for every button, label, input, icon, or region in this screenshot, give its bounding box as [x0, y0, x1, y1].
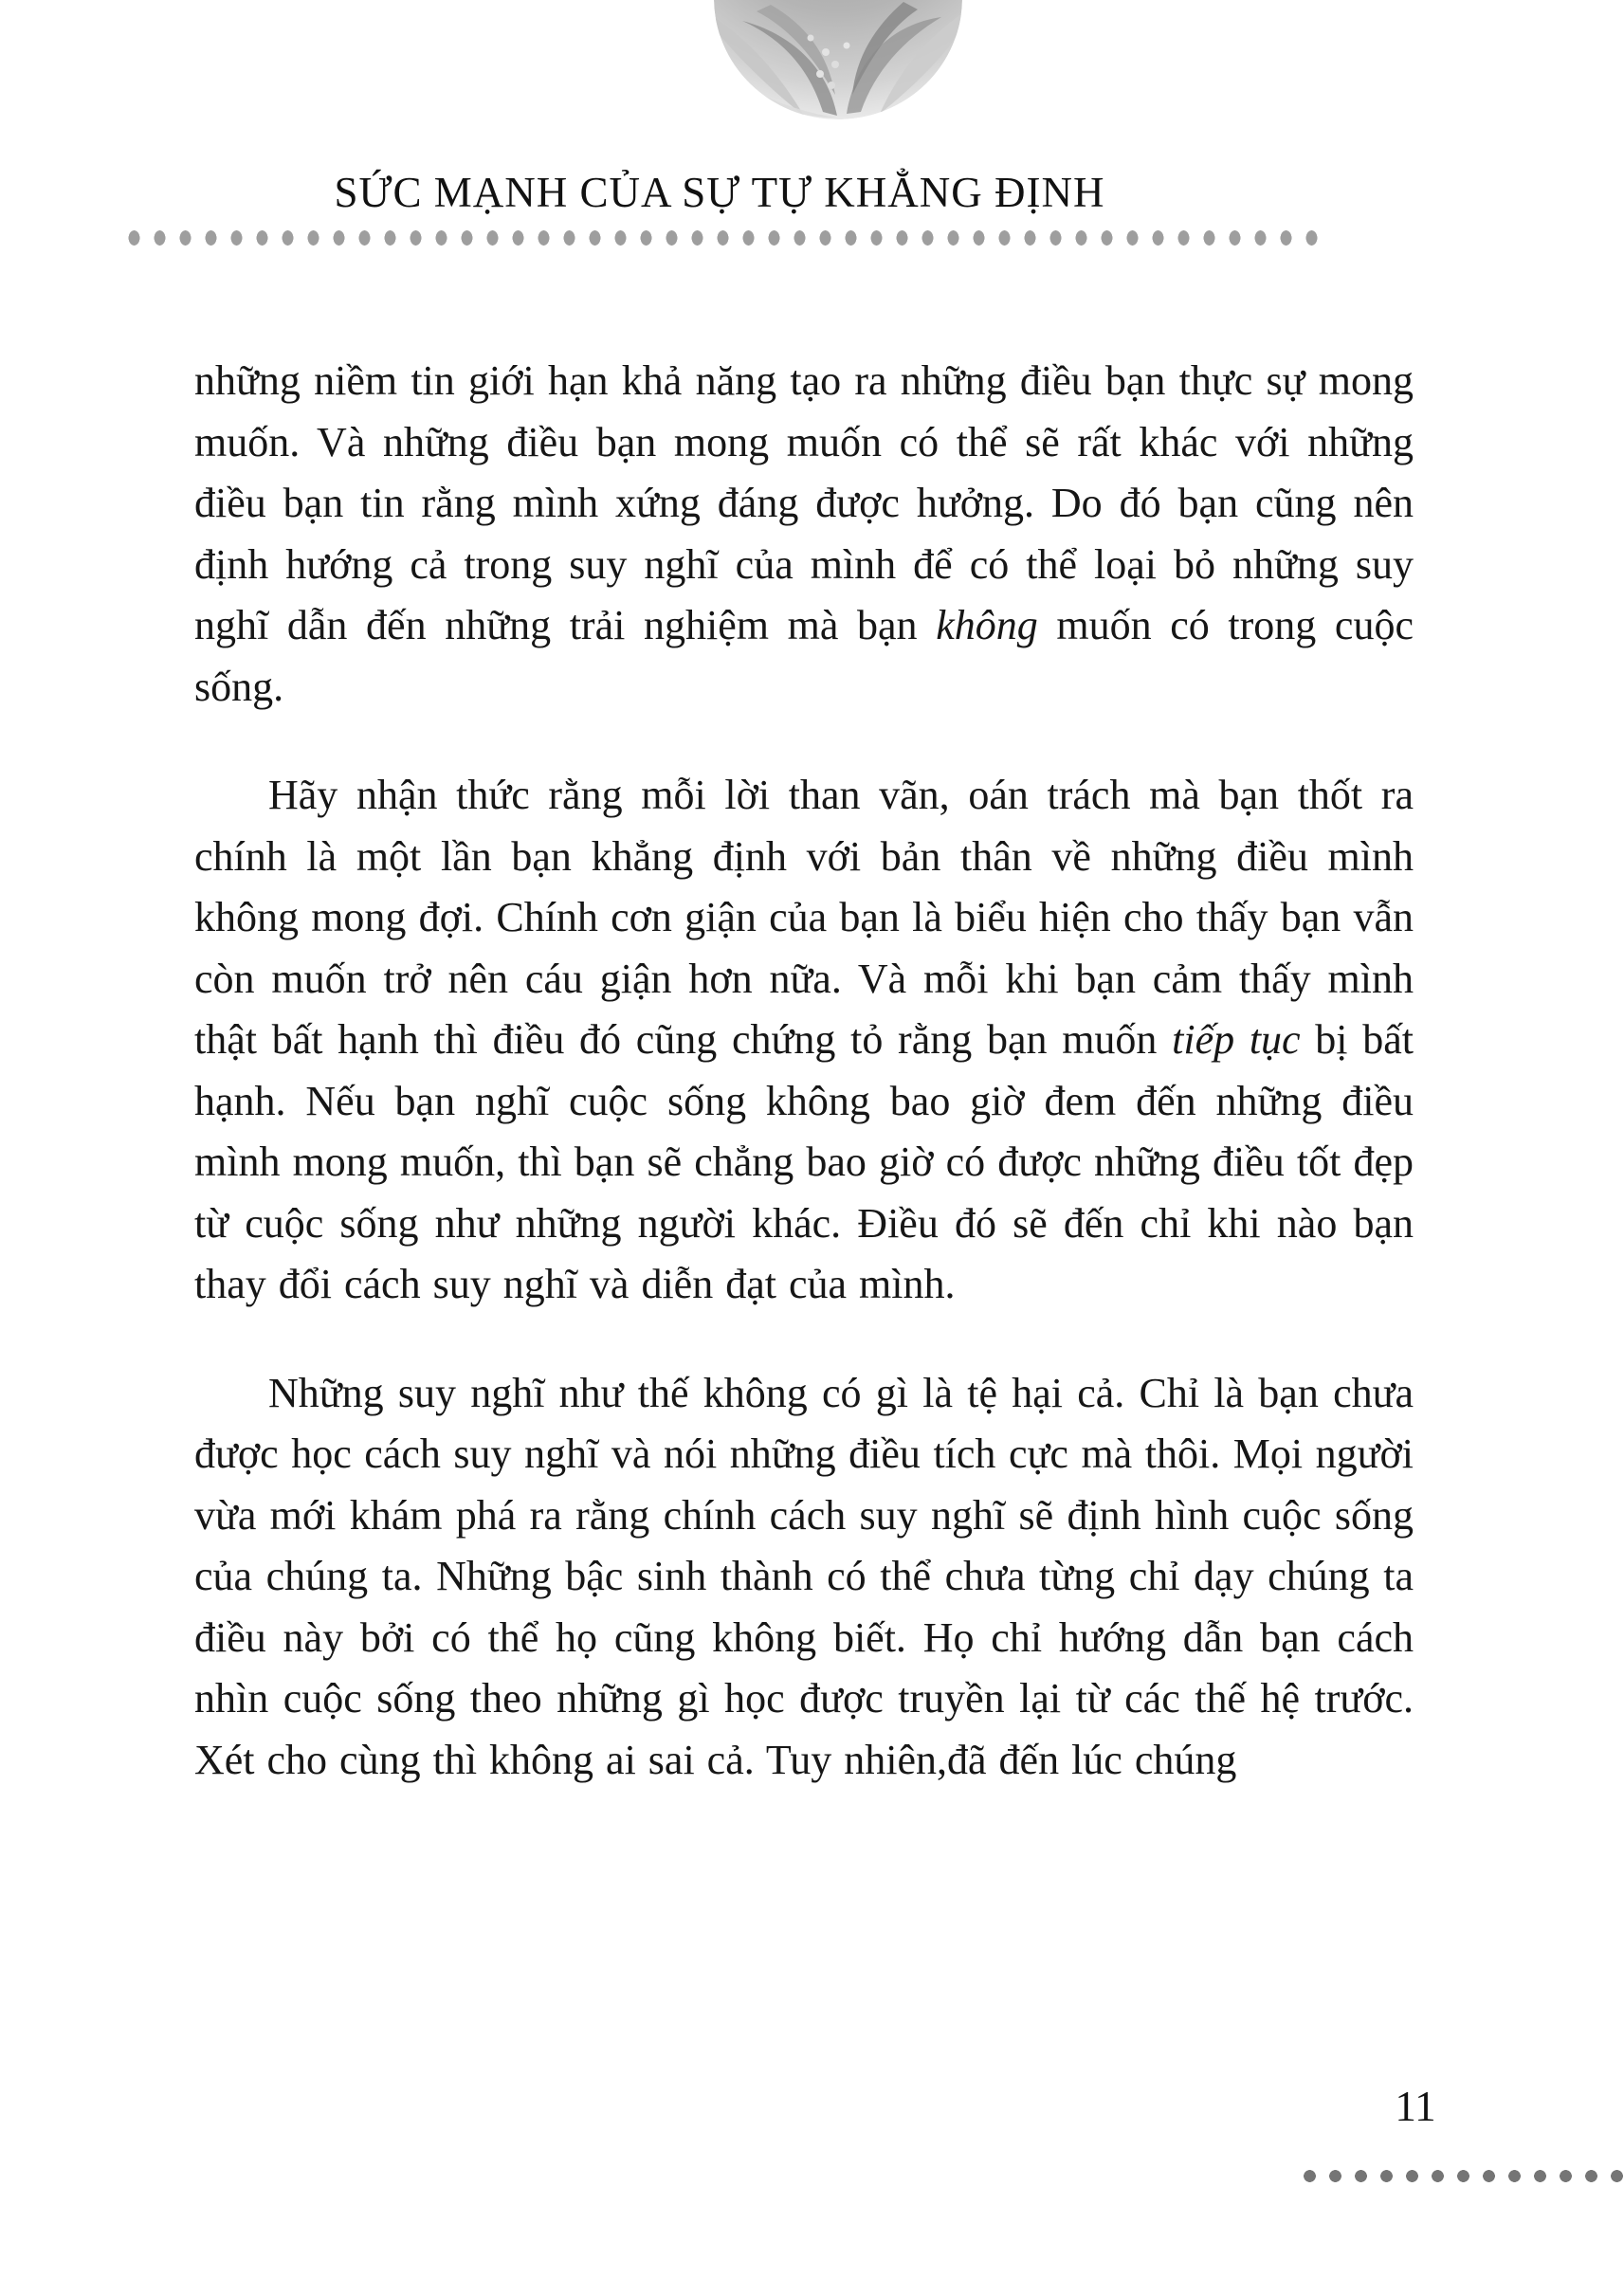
emphasized-text: tiếp tục	[1172, 1016, 1301, 1063]
title-dots-divider	[121, 229, 1318, 246]
page-title: SỨC MẠNH CỦA SỰ TỰ KHẲNG ĐỊNH	[334, 169, 1105, 216]
floral-ornament-icon	[714, 0, 962, 120]
text-run: những niềm tin giới hạn khả năng tạo ra những điều bạn thực sự mong muốn. Và những điều bạn mong muốn có thể sẽ rất khác với những điều bạn tin rằng mình xứng đáng được hưởng. Do đó bạn cũng nên định hướng cả trong suy nghĩ của mình để có thể loại bỏ những suy nghĩ dẫn đến những trải nghiệm mà bạn	[194, 357, 1414, 648]
floral-ornament-image	[714, 0, 962, 120]
body-text	[194, 351, 1414, 1838]
text-run: Những suy nghĩ như thế không có gì là tệ hại cả. Chỉ là bạn chưa được học cách suy nghĩ và nói những điều tích cực mà thôi. Mọi người vừa mới khám phá ra rằng chính cách suy nghĩ sẽ định hình cuộc sống của chúng ta. Những bậc sinh thành có thể chưa từng chỉ dạy chúng ta điều này bởi có thể họ cũng không biết. Họ chỉ hướng dẫn bạn cách nhìn cuộc sống theo những gì học được truyền lại từ các thế hệ trước. Xét cho cùng thì không ai sai cả. Tuy nhiên,đã đến lúc chúng	[194, 1369, 1414, 1783]
text-run: muốn có trong cuộc sống.	[194, 602, 1414, 710]
paragraph	[194, 1363, 1414, 1792]
footer-dots-divider	[1297, 2169, 1624, 2183]
page-number: 11	[1395, 2083, 1436, 2130]
text-run: Hãy nhận thức rằng mỗi lời than vãn, oán trách mà bạn thốt ra chính là một lần bạn khẳng định với bản thân về những điều mình không mong đợi. Chính cơn giận của bạn là biểu hiện cho thấy bạn vẫn còn muốn trở nên cáu giận hơn nữa. Và mỗi khi bạn cảm thấy mình thật bất hạnh thì điều đó cũng chứng tỏ rằng bạn muốn	[194, 772, 1414, 1063]
paragraph	[194, 351, 1414, 718]
paragraph	[194, 765, 1414, 1316]
text-run: bị bất hạnh. Nếu bạn nghĩ cuộc sống không bao giờ đem đến những điều mình mong muốn, thì bạn sẽ chẳng bao giờ có được những điều tốt đẹp từ cuộc sống như những người khác. Điều đó sẽ đến chỉ khi nào bạn thay đổi cách suy nghĩ và diễn đạt của mình.	[194, 1016, 1414, 1307]
emphasized-text: không	[936, 602, 1038, 648]
